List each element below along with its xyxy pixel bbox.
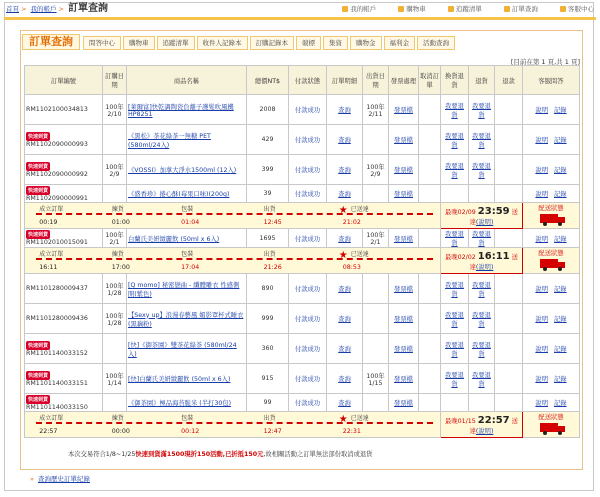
exchange-link[interactable]: 我要退貨 xyxy=(441,95,469,125)
table-row xyxy=(25,95,580,125)
page-indicator: [目前在第 1 頁,共 1 頁] xyxy=(510,58,580,66)
order-id xyxy=(25,304,103,334)
table-row xyxy=(25,185,580,203)
countdown-help-link[interactable]: (說明) xyxy=(475,427,494,435)
timeline-step-time: 12:47 xyxy=(263,427,282,435)
service-cell xyxy=(523,334,580,364)
star-icon: ★ xyxy=(338,249,348,261)
cancel-cell xyxy=(419,95,441,125)
pay-status: 付款成功 xyxy=(289,95,327,125)
order-amount: 999 xyxy=(247,304,289,334)
refund-cell xyxy=(495,125,523,155)
table-row xyxy=(25,334,580,364)
ship-date: 100年 1/15 xyxy=(363,364,389,394)
cancel-cell xyxy=(419,125,441,155)
ship-date xyxy=(363,394,389,412)
timeline-step-time: 01:00 xyxy=(111,218,130,226)
page-title: 訂單查詢 xyxy=(68,3,109,14)
timeline-step-time: 22:57 xyxy=(39,427,58,435)
product-name[interactable]: 《黑松》茶花綠茶一無糖 PET (580ml/24入) xyxy=(127,125,247,155)
explain-link[interactable]: 說明 xyxy=(535,400,548,407)
order-id xyxy=(25,185,103,203)
timeline-step-time: 21:02 xyxy=(342,218,361,226)
record-link[interactable]: 記錄 xyxy=(554,107,567,114)
topnav-orders[interactable]: 訂單查詢 xyxy=(504,5,538,13)
order-amount: 890 xyxy=(247,274,289,304)
fast-delivery-badge: 快速到貨 xyxy=(28,396,49,403)
tab-funding[interactable]: 集資 xyxy=(323,36,348,50)
order-id-text: RM1101280009436 xyxy=(26,315,88,322)
order-id xyxy=(25,394,103,412)
delivery-status-label: 配送狀態 xyxy=(538,205,564,212)
table-row xyxy=(25,155,580,185)
col-order-date: 訂購日期 xyxy=(103,66,127,95)
cancel-cell xyxy=(419,229,441,248)
refund-cell xyxy=(495,185,523,203)
return-cell xyxy=(469,185,495,203)
fast-delivery-badge: 快速到貨 xyxy=(28,163,49,170)
table-row xyxy=(25,304,580,334)
invoice-link[interactable]: 發票檔 xyxy=(389,394,419,412)
order-amount: 2008 xyxy=(247,95,289,125)
timeline-track xyxy=(36,422,433,424)
table-row xyxy=(25,394,580,412)
tab-bar xyxy=(22,34,457,48)
product-name[interactable]: [快]白蘭氏美妍緻麗飲 (50ml x 6入) xyxy=(127,364,247,394)
timeline-track xyxy=(36,258,433,260)
product-name[interactable]: 《盛香珍》捲心酥(莓果口味)(200g) xyxy=(127,185,247,203)
invoice-link[interactable]: 發票檔 xyxy=(389,334,419,364)
refund-cell xyxy=(495,334,523,364)
invoice-link[interactable]: 發票檔 xyxy=(389,304,419,334)
invoice-link[interactable]: 發票檔 xyxy=(389,185,419,203)
col-invoice: 發票處理 xyxy=(389,66,419,95)
pay-status: 付款成功 xyxy=(289,125,327,155)
order-date: 100年 2/1 xyxy=(103,229,127,248)
service-cell xyxy=(523,304,580,334)
countdown-time: 22:57 xyxy=(477,414,510,426)
timeline-step-time: 00:12 xyxy=(181,427,200,435)
timeline-step-time: 21:26 xyxy=(263,263,282,271)
cancel-cell xyxy=(419,274,441,304)
refund-cell xyxy=(495,229,523,248)
order-date: 100年 2/9 xyxy=(103,155,127,185)
invoice-link[interactable]: 發票檔 xyxy=(389,274,419,304)
return-link[interactable]: 我要退貨 xyxy=(469,304,495,334)
return-link[interactable]: 我要退貨 xyxy=(469,334,495,364)
timeline-row xyxy=(25,248,580,274)
col-return: 退貨 xyxy=(469,66,495,95)
service-cell xyxy=(523,229,580,248)
timeline-step-label: 已送達 xyxy=(350,250,369,258)
timeline-step-label: 包裝 xyxy=(181,414,194,422)
top-divider xyxy=(4,17,596,20)
order-id-text: RM1101140033150 xyxy=(26,403,88,411)
countdown-suffix: 送達 xyxy=(469,417,518,435)
return-link[interactable]: 我要退貨 xyxy=(469,364,495,394)
explain-link[interactable]: 說明 xyxy=(535,346,548,353)
service-cell xyxy=(523,364,580,394)
cancel-cell xyxy=(419,334,441,364)
invoice-link[interactable]: 發票檔 xyxy=(389,125,419,155)
timeline-step-time: 08:53 xyxy=(342,263,361,271)
detail-query-link[interactable]: 查詢 xyxy=(327,155,363,185)
cancel-cell xyxy=(419,394,441,412)
tab-wishlist[interactable]: 追蹤清單 xyxy=(157,36,195,50)
order-amount: 429 xyxy=(247,125,289,155)
timeline-step-label: 出貨 xyxy=(263,205,276,213)
pay-status: 付款成功 xyxy=(289,185,327,203)
return-link[interactable]: 我要退貨 xyxy=(469,125,495,155)
col-order-no: 訂單編號 xyxy=(25,66,103,95)
order-date: 100年 2/10 xyxy=(103,95,127,125)
refund-cell xyxy=(495,304,523,334)
headset-icon xyxy=(560,6,566,12)
invoice-link[interactable]: 發票檔 xyxy=(389,95,419,125)
detail-query-link[interactable]: 查詢 xyxy=(327,185,363,203)
col-pay-status: 付款狀態 xyxy=(289,66,327,95)
order-date xyxy=(103,334,127,364)
record-link[interactable]: 記錄 xyxy=(554,167,567,174)
delivery-status-button[interactable] xyxy=(523,248,580,274)
service-cell xyxy=(523,394,580,412)
timeline-step-time: 17:00 xyxy=(111,263,130,271)
promo-notice: 本次交易符合1/8~1/25快速到貨滿1500現折150活動,已折抵150元,故相關活動之訂單無法部份取消或退貨 xyxy=(68,451,373,458)
exchange-cell xyxy=(441,185,469,203)
service-cell xyxy=(523,125,580,155)
pay-status: 付款成功 xyxy=(289,364,327,394)
tab-events[interactable]: 活動查詢 xyxy=(417,36,455,50)
order-id xyxy=(25,125,103,155)
timeline-row xyxy=(25,203,580,229)
order-id xyxy=(25,229,103,248)
timeline-step-label: 揀貨 xyxy=(111,205,124,213)
record-link[interactable]: 記錄 xyxy=(554,400,567,407)
refund-cell xyxy=(495,274,523,304)
tab-shopping-credit[interactable]: 購物金 xyxy=(350,36,382,50)
product-name[interactable]: [快]《御茶園》雙茶花綠茶 (580ml/24入) xyxy=(127,334,247,364)
col-amount: 總價NT$ xyxy=(247,66,289,95)
tab-welfare[interactable]: 福利金 xyxy=(384,36,416,50)
order-id-text: RM1102090000991 xyxy=(26,194,88,202)
delivery-status-button[interactable] xyxy=(523,412,580,438)
invoice-link[interactable]: 發票檔 xyxy=(389,155,419,185)
record-link[interactable]: 記錄 xyxy=(554,376,567,383)
timeline-step-label: 出貨 xyxy=(263,250,276,258)
order-amount: 1695 xyxy=(247,229,289,248)
exchange-link[interactable]: 我要退貨 xyxy=(441,274,469,304)
countdown-time: 23:59 xyxy=(477,205,510,217)
exchange-link[interactable]: 我要退貨 xyxy=(441,155,469,185)
pay-status: 付款成功 xyxy=(289,304,327,334)
order-id xyxy=(25,334,103,364)
fast-delivery-badge: 快速到貨 xyxy=(28,342,49,349)
record-link[interactable]: 記錄 xyxy=(554,235,567,243)
record-link[interactable]: 記錄 xyxy=(554,137,567,144)
col-service: 客服問答 xyxy=(523,66,580,95)
service-cell xyxy=(523,185,580,203)
table-row xyxy=(25,229,580,248)
product-name[interactable]: [Q momo] 秘密戀曲 - 纖體雕衣 性感側開(紫色) xyxy=(127,274,247,304)
delivery-timeline xyxy=(25,248,441,274)
order-amount: 39 xyxy=(247,185,289,203)
timeline-step-label: 已送達 xyxy=(350,414,369,422)
ship-date xyxy=(363,274,389,304)
table-header-row xyxy=(25,66,580,95)
timeline-step-label: 包裝 xyxy=(181,250,194,258)
explain-link[interactable]: 說明 xyxy=(535,235,548,243)
detail-query-link[interactable]: 查詢 xyxy=(327,274,363,304)
product-name[interactable]: 《御茶園》極品海苔脆米 (半打30包) xyxy=(127,394,247,412)
delivery-status-button[interactable] xyxy=(523,203,580,229)
explain-link[interactable]: 說明 xyxy=(535,376,548,383)
order-id-text: RM1101140033152 xyxy=(26,349,88,357)
invoice-link[interactable]: 發票檔 xyxy=(389,364,419,394)
countdown-suffix: 送達 xyxy=(469,253,518,271)
product-name[interactable]: 《VOSSI》加拿大淨水1500ml (12入) xyxy=(127,155,247,185)
truck-icon xyxy=(536,259,566,271)
order-amount: 360 xyxy=(247,334,289,364)
pay-status: 付款成功 xyxy=(289,229,327,248)
timeline-step-label: 成立訂單 xyxy=(39,250,64,258)
product-name[interactable]: 【Sexy up】浪漫春藝風 媚影罩杯式睡衣(黑藕粉) xyxy=(127,304,247,334)
invoice-link[interactable]: 發票檔 xyxy=(389,229,419,248)
tab-order-query[interactable]: 訂單查詢 xyxy=(22,34,80,50)
exchange-link[interactable]: 我要退貨 xyxy=(441,364,469,394)
record-link[interactable]: 記錄 xyxy=(554,191,567,198)
countdown-suffix: 送達 xyxy=(469,208,518,226)
topnav-wishlist[interactable]: 追蹤清單 xyxy=(448,5,482,13)
timeline xyxy=(26,413,439,437)
detail-query-link[interactable]: 查詢 xyxy=(327,125,363,155)
top-nav xyxy=(322,3,594,15)
timeline-step-time: 12:45 xyxy=(263,218,282,226)
detail-query-link[interactable]: 查詢 xyxy=(327,334,363,364)
ship-date: 100年 2/1 xyxy=(363,229,389,248)
table-row xyxy=(25,125,580,155)
countdown-help-link[interactable]: (說明) xyxy=(475,263,494,271)
order-id xyxy=(25,155,103,185)
truck-icon xyxy=(536,214,566,226)
pay-status: 付款成功 xyxy=(289,274,327,304)
tab-order-book[interactable]: 訂購記錄本 xyxy=(250,36,295,50)
truck-icon xyxy=(536,423,566,435)
detail-query-link[interactable]: 查詢 xyxy=(327,304,363,334)
service-cell xyxy=(523,95,580,125)
exchange-link[interactable]: 我要退貨 xyxy=(441,334,469,364)
ship-date xyxy=(363,304,389,334)
timeline-step-time: 00:19 xyxy=(39,218,58,226)
record-link[interactable]: 記錄 xyxy=(554,286,567,293)
countdown-label: 最晚02/02 xyxy=(445,253,476,261)
tab-bidding[interactable]: 競標 xyxy=(296,36,321,50)
timeline-track xyxy=(36,213,433,215)
history-orders-link[interactable]: » 查詢歷史訂單紀錄 xyxy=(30,475,90,483)
timeline-step-label: 揀貨 xyxy=(111,250,124,258)
delivery-status-label: 配送狀態 xyxy=(538,250,564,257)
order-id-text: RM1101280009437 xyxy=(26,285,88,292)
order-id-text: RM1102010015091 xyxy=(26,239,88,246)
return-link[interactable]: 我要退貨 xyxy=(469,95,495,125)
timeline-step-time: 00:00 xyxy=(111,427,130,435)
arrow-right-icon: » xyxy=(30,475,34,483)
tab-recipients[interactable]: 收件人記錄本 xyxy=(197,36,248,50)
topnav-cart[interactable]: 購物車 xyxy=(398,5,426,13)
product-name[interactable]: [萊爾富]快乾調陶瓷負離子護髮吹風機HP8251 xyxy=(127,95,247,125)
product-name[interactable]: 白蘭氏美妍緻麗飲 (50ml x 6入) xyxy=(127,229,247,248)
countdown-time: 16:11 xyxy=(477,250,510,262)
record-link[interactable]: 記錄 xyxy=(554,346,567,353)
delivery-timeline xyxy=(25,412,441,438)
refund-cell xyxy=(495,155,523,185)
breadcrumb: 首頁 > 我的帳戶 > 訂單查詢 xyxy=(6,3,109,14)
ship-date xyxy=(363,125,389,155)
col-product: 商品名稱 xyxy=(127,66,247,95)
cart-icon xyxy=(398,6,404,12)
breadcrumb-account[interactable]: 我的帳戶 xyxy=(30,5,57,13)
countdown-label: 最晚01/15 xyxy=(445,417,476,425)
timeline-step-label: 包裝 xyxy=(181,205,194,213)
fast-delivery-badge: 快速到貨 xyxy=(28,133,49,140)
ship-date: 100年 2/9 xyxy=(363,155,389,185)
col-detail: 訂單明細 xyxy=(327,66,363,95)
detail-query-link[interactable]: 查詢 xyxy=(327,394,363,412)
ship-date: 100年 2/11 xyxy=(363,95,389,125)
timeline-step-time: 16:11 xyxy=(39,263,58,271)
tab-qa[interactable]: 問答中心 xyxy=(83,36,121,50)
col-refund: 退款 xyxy=(495,66,523,95)
ship-date xyxy=(363,334,389,364)
col-ship-date: 出貨日期 xyxy=(363,66,389,95)
topnav-account[interactable]: 我的帳戶 xyxy=(342,5,376,13)
order-id xyxy=(25,364,103,394)
explain-link[interactable]: 說明 xyxy=(535,167,548,174)
star-icon: ★ xyxy=(338,413,348,425)
return-cell xyxy=(469,394,495,412)
pay-status: 付款成功 xyxy=(289,394,327,412)
heart-icon xyxy=(448,6,454,12)
timeline-step-label: 成立訂單 xyxy=(39,205,64,213)
delivery-timeline xyxy=(25,203,441,229)
delivery-countdown xyxy=(441,248,523,274)
col-exchange: 換貨退貨 xyxy=(441,66,469,95)
timeline-step-time: 22:31 xyxy=(342,427,361,435)
order-date xyxy=(103,394,127,412)
table-row xyxy=(25,364,580,394)
fast-delivery-badge: 快速到貨 xyxy=(28,187,49,194)
refund-cell xyxy=(495,95,523,125)
explain-link[interactable]: 說明 xyxy=(535,137,548,144)
fast-delivery-badge: 快速到貨 xyxy=(28,372,49,379)
order-id xyxy=(25,95,103,125)
explain-link[interactable]: 說明 xyxy=(535,191,548,198)
tab-cart[interactable]: 購物車 xyxy=(123,36,155,50)
order-id-text: RM1102090000993 xyxy=(26,140,88,148)
return-link[interactable]: 我要退貨 xyxy=(469,274,495,304)
pay-status: 付款成功 xyxy=(289,155,327,185)
pay-status: 付款成功 xyxy=(289,334,327,364)
return-link[interactable]: 我要退貨 xyxy=(469,155,495,185)
delivery-status-label: 配送狀態 xyxy=(538,414,564,421)
explain-link[interactable]: 說明 xyxy=(535,286,548,293)
order-id-text: RM1102100034813 xyxy=(26,106,88,113)
order-id-text: RM1101140033151 xyxy=(26,379,88,387)
return-link[interactable]: 我要退貨 xyxy=(469,229,495,248)
timeline-row xyxy=(25,412,580,438)
explain-link[interactable]: 說明 xyxy=(535,316,548,323)
account-icon xyxy=(342,6,348,12)
exchange-link[interactable]: 我要退貨 xyxy=(441,229,469,248)
timeline xyxy=(26,204,439,228)
timeline-step-label: 揀貨 xyxy=(111,414,124,422)
cancel-cell xyxy=(419,304,441,334)
exchange-cell xyxy=(441,394,469,412)
order-date: 100年 1/28 xyxy=(103,304,127,334)
order-date xyxy=(103,185,127,203)
explain-link[interactable]: 說明 xyxy=(535,107,548,114)
breadcrumb-home[interactable]: 首頁 xyxy=(6,5,19,13)
col-cancel: 取消訂單 xyxy=(419,66,441,95)
list-icon xyxy=(504,6,510,12)
table-row xyxy=(25,274,580,304)
order-date xyxy=(103,125,127,155)
timeline-step-time: 01:04 xyxy=(181,218,200,226)
order-amount: 99 xyxy=(247,394,289,412)
order-id xyxy=(25,274,103,304)
order-amount: 399 xyxy=(247,155,289,185)
fast-delivery-badge: 快速到貨 xyxy=(28,232,49,238)
detail-query-link[interactable]: 查詢 xyxy=(327,95,363,125)
refund-cell xyxy=(495,364,523,394)
countdown-label: 最晚02/09 xyxy=(445,208,476,216)
star-icon: ★ xyxy=(338,204,348,216)
cancel-cell xyxy=(419,364,441,394)
timeline xyxy=(26,249,439,273)
cancel-cell xyxy=(419,155,441,185)
order-date: 100年 1/14 xyxy=(103,364,127,394)
order-amount: 915 xyxy=(247,364,289,394)
cancel-cell xyxy=(419,185,441,203)
detail-query-link[interactable]: 查詢 xyxy=(327,364,363,394)
timeline-step-label: 成立訂單 xyxy=(39,414,64,422)
order-id-text: RM1102090000992 xyxy=(26,170,88,178)
delivery-countdown xyxy=(441,412,523,438)
timeline-step-label: 出貨 xyxy=(263,414,276,422)
orders-table xyxy=(24,65,580,438)
topnav-service[interactable]: 客服中心 xyxy=(560,5,594,13)
service-cell xyxy=(523,155,580,185)
timeline-step-time: 17:04 xyxy=(181,263,200,271)
exchange-link[interactable]: 我要退貨 xyxy=(441,304,469,334)
detail-query-link[interactable]: 查詢 xyxy=(327,229,363,248)
refund-cell xyxy=(495,394,523,412)
countdown-help-link[interactable]: (說明) xyxy=(475,218,494,226)
delivery-countdown xyxy=(441,203,523,229)
record-link[interactable]: 記錄 xyxy=(554,316,567,323)
exchange-link[interactable]: 我要退貨 xyxy=(441,125,469,155)
timeline-step-label: 已送達 xyxy=(350,205,369,213)
order-date: 100年 1/28 xyxy=(103,274,127,304)
ship-date xyxy=(363,185,389,203)
service-cell xyxy=(523,274,580,304)
